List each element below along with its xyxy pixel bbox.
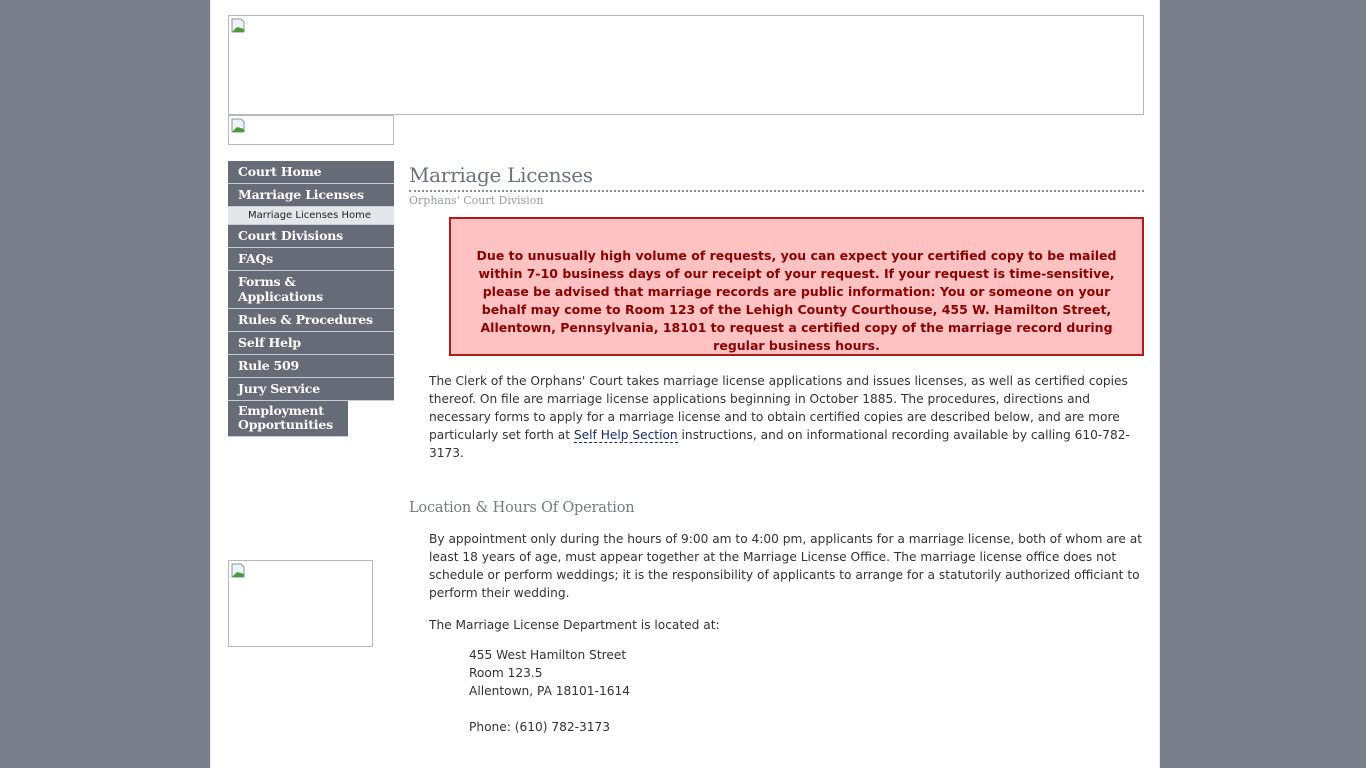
address-block <box>469 646 1144 736</box>
sidebar-image <box>228 560 373 647</box>
sidebar-item-employment-opportunities[interactable]: Employment Opportunities <box>228 401 348 437</box>
broken-image-icon <box>231 18 245 33</box>
location-intro: The Marriage License Department is located at: <box>429 618 720 632</box>
broken-image-icon <box>231 118 245 133</box>
sidebar-item-rules-procedures[interactable]: Rules & Procedures <box>228 309 394 332</box>
phone-number: Phone: (610) 782-3173 <box>469 720 611 734</box>
sidebar-item-rule-509[interactable]: Rule 509 <box>228 355 394 378</box>
intro-text-after: instructions, and on informational recording available by calling 610-782-3173. <box>429 428 1130 460</box>
header-sub-image <box>228 115 394 145</box>
header-banner-image <box>228 15 1144 115</box>
broken-image-icon <box>231 563 245 578</box>
page-container <box>210 0 1160 768</box>
alert-notice: Due to unusually high volume of requests, you can expect your certified copy to be mailed within 7-10 business days of our receipt of your request. If your request is time-sensitive, please be advised that marriage records are public information: You or someone on your behalf may come to Room 123 of the Lehigh County Courthouse, 455 W. Hamilton Street, Allentown, Pennsylvania, 18101 to request a certified copy of the marriage record during regular business hours. <box>449 217 1144 356</box>
page-subtitle: Orphans' Court Division <box>409 194 544 207</box>
sidebar-item-forms-applications[interactable]: Forms & Applications <box>228 271 394 309</box>
intro-paragraph <box>429 372 1144 462</box>
sidebar-item-court-divisions[interactable]: Court Divisions <box>228 225 394 248</box>
hours-paragraph: By appointment only during the hours of 9:00 am to 4:00 pm, applicants for a marriage license, both of whom are at least 18 years of age, must appear together at the Marriage License Office. The marriage license office does not schedule or perform weddings; it is the responsibility of applicants to arrange for a statutorily authorized officiant to perform their wedding. <box>429 532 1143 600</box>
sidebar-subitem-marriage-licenses-home[interactable]: Marriage Licenses Home <box>228 207 394 225</box>
intro-text-before: The Clerk of the Orphans' Court takes marriage license applications and issues licenses, as well as certified copies thereof. On file are marriage license applications beginning in October 1885. The procedures, directions and necessary forms to apply for a marriage license and to obtain certified copies are described below, and are more particularly set forth at <box>429 374 1128 442</box>
address-line-2: Room 123.5 <box>469 666 543 680</box>
sidebar-item-self-help[interactable]: Self Help <box>228 332 394 355</box>
address-line-1: 455 West Hamilton Street <box>469 648 627 662</box>
page-title: Marriage Licenses <box>409 163 1144 192</box>
self-help-section-link[interactable]: Self Help Section <box>573 428 678 442</box>
sidebar-nav <box>228 161 394 437</box>
address-line-3: Allentown, PA 18101-1614 <box>469 684 630 698</box>
sidebar-item-faqs[interactable]: FAQs <box>228 248 394 271</box>
main-content <box>409 160 1144 736</box>
sidebar-item-jury-service[interactable]: Jury Service <box>228 378 394 401</box>
section-heading-location-hours: Location & Hours Of Operation <box>409 500 635 516</box>
sidebar-item-court-home[interactable]: Court Home <box>228 161 394 184</box>
sidebar-item-marriage-licenses[interactable]: Marriage Licenses <box>228 184 394 207</box>
